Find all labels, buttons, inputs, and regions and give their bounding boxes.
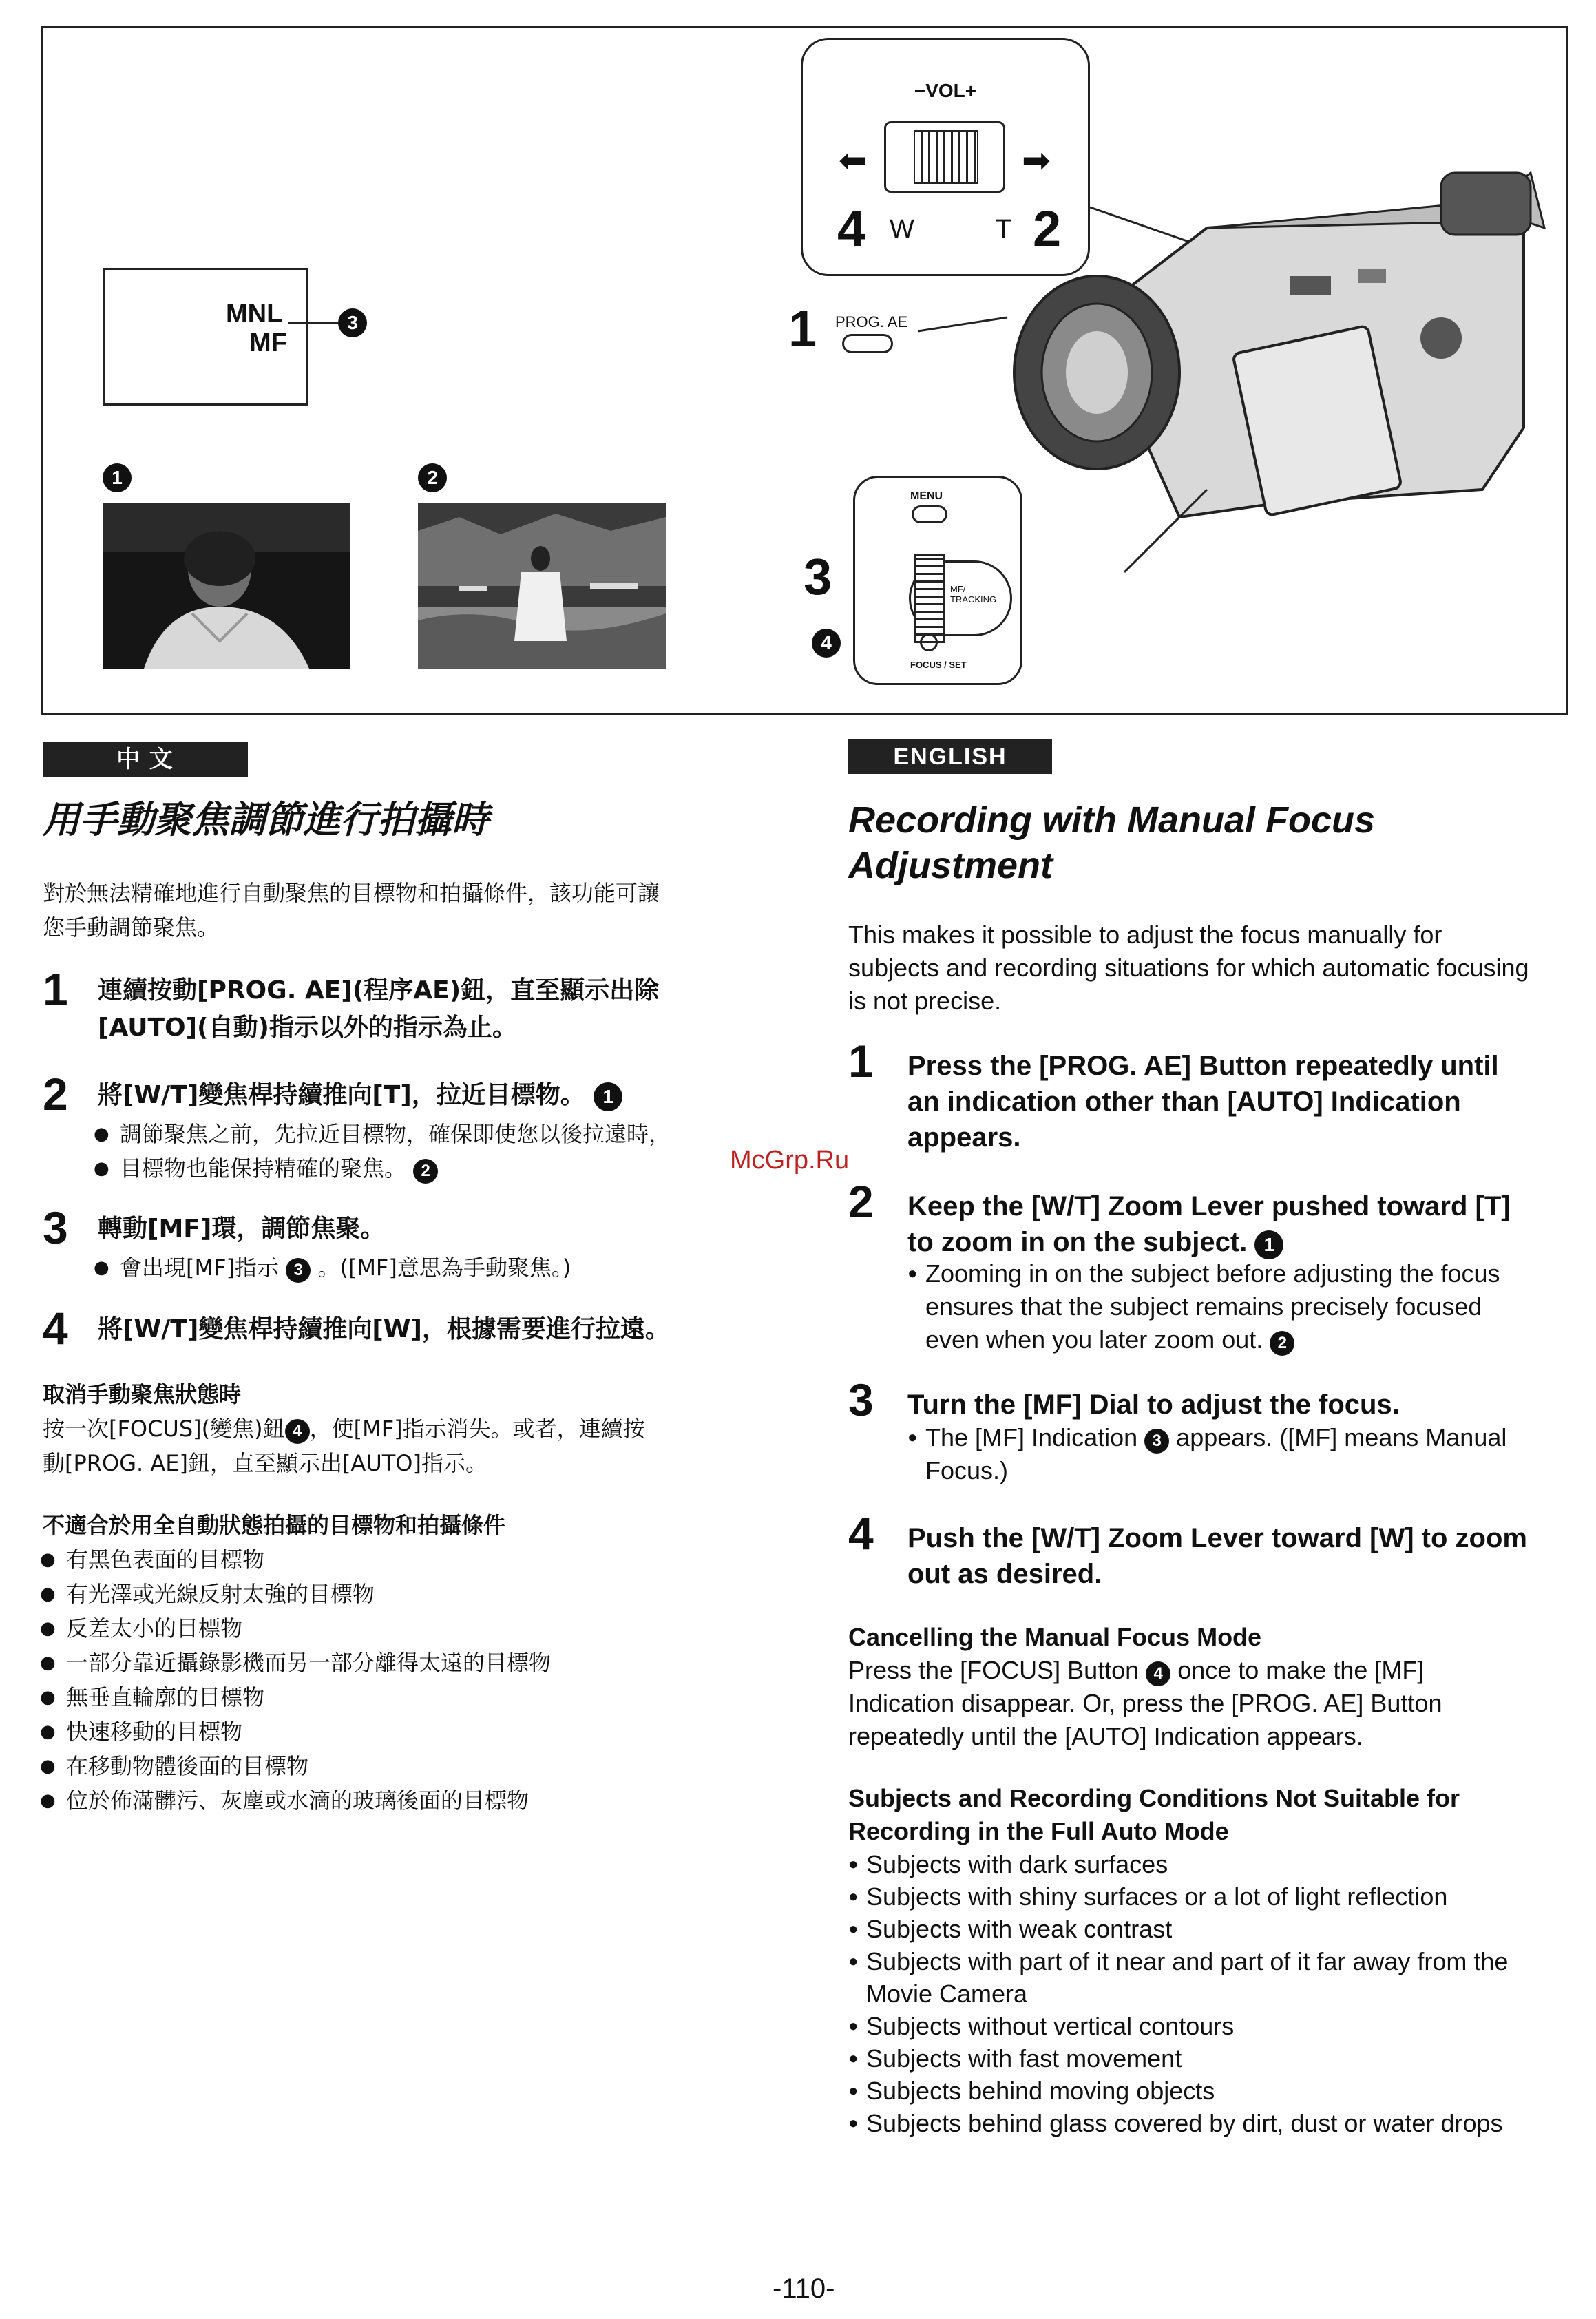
en-step-1-text: Press the [PROG. AE] Button repeatedly until an indication other than [AUTO] Indication appears. bbox=[907, 1051, 1499, 1153]
zh-step-4-text: 將[W/T]變焦桿持續推向[W]，根據需要進行拉遠。 bbox=[98, 1315, 670, 1343]
vol-label: −VOL+ bbox=[914, 80, 977, 101]
en-step-3-notes: ● The [MF] Indication 3 appears. ([MF] means Manual Focus.) bbox=[907, 1421, 1506, 1487]
menu-label: MENU bbox=[910, 490, 943, 502]
mf-tracking-label: MF/ TRACKING bbox=[950, 584, 997, 605]
en-cancel-text: Press the [FOCUS] Button 4 once to make the [MF] Indication disappear. Or, press the [PROG. AE] Button repeatedly until the [AUTO] Indication appears. bbox=[848, 1656, 1442, 1750]
zh-step-2-text: 將[W/T]變焦桿持續推向[T]，拉近目標物。 1 bbox=[98, 1077, 622, 1114]
menu-button[interactable] bbox=[912, 505, 947, 523]
w-label: W bbox=[890, 215, 914, 244]
focus-marker-4-badge: 4 bbox=[812, 629, 841, 658]
list-item: ● 有黑色表面的目標物 bbox=[37, 1542, 551, 1577]
marker-2-badge: 2 bbox=[418, 463, 447, 492]
zh-step-1-num: 1 bbox=[43, 964, 68, 1015]
zh-unsuitable-list bbox=[37, 1542, 551, 1818]
prog-ae-num-1: 1 bbox=[788, 300, 817, 357]
t-label: T bbox=[996, 215, 1012, 244]
list-item: ● Subjects behind moving objects bbox=[848, 2075, 1508, 2107]
zh-step-4-num: 4 bbox=[43, 1303, 68, 1354]
photo-zoomed-in bbox=[103, 503, 350, 669]
marker-1-badge: 1 bbox=[103, 463, 132, 492]
illustration-panel bbox=[41, 26, 1568, 715]
list-item: ● 有光澤或光線反射太強的目標物 bbox=[37, 1577, 551, 1611]
lcd-mf-text: MF bbox=[249, 328, 287, 357]
zh-cancel-heading: 取消手動聚焦狀態時 bbox=[43, 1381, 242, 1407]
en-section-label: ENGLISH bbox=[848, 739, 1052, 774]
zh-intro: 對於無法精確地進行自動聚焦的目標物和拍攝條件，該功能可讓 您手動調節聚焦。 bbox=[43, 880, 660, 941]
focus-set-button[interactable] bbox=[920, 633, 938, 651]
page-number: -110- bbox=[773, 2274, 835, 2304]
list-item: ● 無垂直輪廓的目標物 bbox=[37, 1680, 551, 1714]
zh-step-1-text: 連續按動[PROG. AE](程序AE)鈕，直至顯示出除 [AUTO](自動)指示以外的指示為止。 bbox=[98, 976, 660, 1042]
en-step-2-num: 2 bbox=[848, 1176, 874, 1227]
zh-cancel-text: 按一次[FOCUS](變焦)鈕 4 ，使[MF]指示消失。或者，連續按 動[PROG. AE]鈕，直至顯示出[AUTO]指示。 bbox=[43, 1416, 645, 1476]
en-intro: This makes it possible to adjust the focus manually for subjects and recording situations for which automatic focusing is not precise. bbox=[848, 921, 1529, 1015]
en-step-4-text: Push the [W/T] Zoom Lever toward [W] to zoom out as desired. bbox=[907, 1523, 1527, 1589]
marker-3-badge: 3 bbox=[338, 308, 367, 337]
list-item: ● Subjects with part of it near and part of it far away from the bbox=[848, 1945, 1508, 1977]
en-step-3-num: 3 bbox=[848, 1374, 874, 1425]
list-item: ● 反差太小的目標物 bbox=[37, 1611, 551, 1646]
list-item: ● 在移動物體後面的目標物 bbox=[37, 1749, 551, 1783]
list-item: ● Subjects with weak contrast bbox=[848, 1913, 1508, 1945]
zh-step-3-notes: ● 會出現[MF]指示 3 。([MF]意思為手動聚焦。) bbox=[91, 1250, 571, 1285]
en-step-3-text: Turn the [MF] Dial to adjust the focus. bbox=[907, 1389, 1400, 1420]
en-step-2-marker: 1 bbox=[1254, 1230, 1283, 1259]
zh-step-2-marker: 1 bbox=[594, 1082, 622, 1111]
arrow-right-icon: ➡ bbox=[1022, 140, 1051, 180]
zh-step-2-num: 2 bbox=[43, 1069, 68, 1120]
list-item: ● Subjects with dark surfaces bbox=[848, 1848, 1508, 1880]
focus-dial-callout bbox=[853, 476, 1022, 685]
arrow-left-icon: ⬅ bbox=[839, 140, 868, 180]
zoom-num-4: 4 bbox=[837, 200, 866, 258]
list-item: ● 快速移動的目標物 bbox=[37, 1714, 551, 1749]
lcd-mnl-text: MNL bbox=[226, 300, 283, 328]
zh-step-3-text: 轉動[MF]環，調節焦聚。 bbox=[98, 1215, 386, 1243]
en-step-4-num: 4 bbox=[848, 1508, 874, 1559]
prog-ae-label: PROG. AE bbox=[835, 313, 908, 330]
zh-section-label: 中 文 bbox=[43, 742, 248, 777]
zh-step-2-notes: ● 調節聚焦之前，先拉近目標物，確保即使您以後拉遠時， ● 目標物也能保持精確的聚焦。 2 bbox=[91, 1117, 671, 1186]
lcd-indicator-box bbox=[103, 268, 308, 406]
list-item: ● Subjects with fast movement bbox=[848, 2042, 1508, 2075]
en-cancel-heading: Cancelling the Manual Focus Mode bbox=[848, 1623, 1262, 1651]
list-item: ● 位於佈滿髒污、灰塵或水滴的玻璃後面的目標物 bbox=[37, 1783, 551, 1818]
dial-num-3: 3 bbox=[804, 548, 832, 605]
zh-page-title: 用手動聚焦調節進行拍攝時 bbox=[43, 798, 489, 841]
zoom-num-2: 2 bbox=[1033, 200, 1062, 258]
list-item: ● Subjects without vertical contours bbox=[848, 2010, 1508, 2042]
lcd-pointer-line bbox=[288, 322, 341, 324]
list-item: Movie Camera bbox=[866, 1980, 1028, 2008]
list-item: ● Subjects behind glass covered by dirt, dust or water drops bbox=[848, 2107, 1508, 2139]
en-step-2-notes: ● Zooming in on the subject before adjusting the focus ensures that the subject remains precisely focused even when you later zoom out. 2 bbox=[907, 1257, 1500, 1356]
en-page-title: Recording with Manual Focus Adjustment bbox=[848, 799, 1376, 886]
list-item: ● 一部分靠近攝錄影機而另一部分離得太遠的目標物 bbox=[37, 1646, 551, 1680]
en-unsuitable-heading: Subjects and Recording Conditions Not Suitable for Recording in the Full Auto Mode bbox=[848, 1784, 1460, 1845]
watermark-text: McGrp.Ru bbox=[730, 1146, 850, 1175]
en-step-2-text: Keep the [W/T] Zoom Lever pushed toward [T] to zoom in on the subject. 1 bbox=[907, 1188, 1511, 1260]
zh-step-3-num: 3 bbox=[43, 1202, 68, 1253]
photo-zoomed-out bbox=[418, 503, 666, 669]
list-item: ● Subjects with shiny surfaces or a lot of light reflection bbox=[848, 1880, 1508, 1913]
en-unsuitable-list bbox=[848, 1848, 1508, 2139]
zh-unsuitable-heading: 不適合於用全自動狀態拍攝的目標物和拍攝條件 bbox=[43, 1512, 506, 1538]
focus-set-label: FOCUS / SET bbox=[910, 660, 967, 670]
mf-tracking-dial[interactable] bbox=[914, 554, 945, 643]
en-step-1-num: 1 bbox=[848, 1036, 874, 1087]
prog-ae-button[interactable] bbox=[842, 334, 893, 353]
